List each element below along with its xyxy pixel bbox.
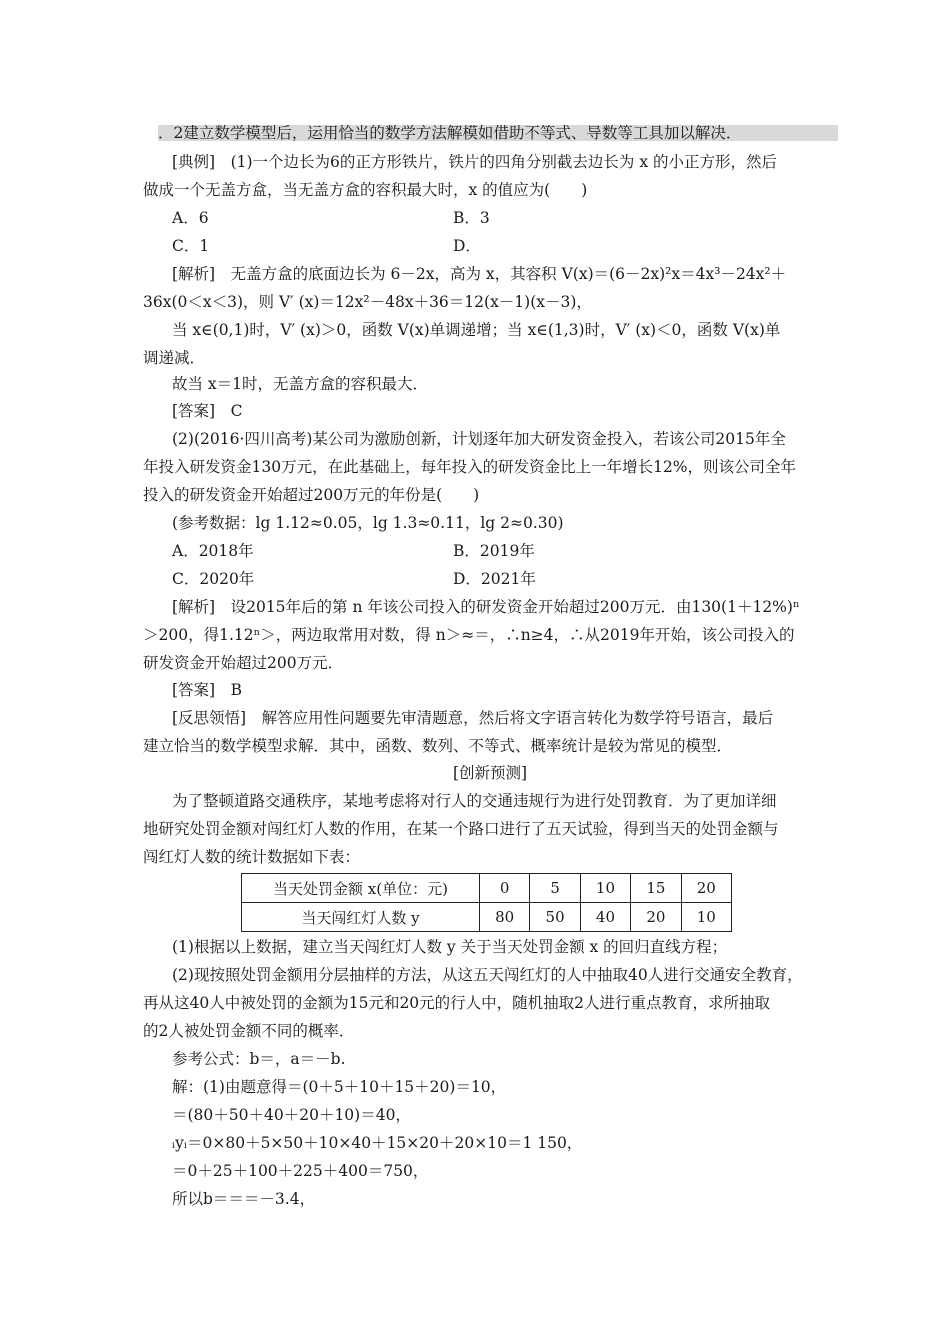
- text-line: (2)(2016·四川高考)某公司为激励创新，计划逐年加大研发资金投入，若该公司2015年全: [172, 430, 786, 448]
- table-cell: 20: [631, 903, 681, 932]
- table-row: [242, 903, 732, 932]
- answer-line: [答案] C: [172, 402, 243, 420]
- table-cell: 80: [480, 903, 530, 932]
- option-c: C．2020年: [172, 570, 255, 588]
- text-line: 调递减．: [143, 349, 206, 367]
- table-cell: 50: [530, 903, 580, 932]
- table-row: [242, 874, 732, 903]
- option-a: A．6: [172, 209, 209, 227]
- text-line: 年投入研发资金130万元，在此基础上，每年投入的研发资金比上一年增长12%，则该公司全年: [143, 458, 797, 476]
- text-line: 36x(0＜x＜3)，则 V′ (x)＝12x²－48x＋36＝12(x－1)(x－3)，: [143, 293, 592, 311]
- analysis-line: [解析] 无盖方盒的底面边长为 6－2x，高为 x，其容积 V(x)＝(6－2x)²x＝4x³－24x²＋: [172, 265, 787, 283]
- text-line: 做成一个无盖方盒，当无盖方盒的容积最大时，x 的值应为( ): [143, 181, 588, 199]
- text-line: 当 x∈(0,1)时，V′ (x)＞0，函数 V(x)单调递增；当 x∈(1,3)时，V′ (x)＜0，函数 V(x)单: [172, 321, 781, 339]
- question-line: (1)根据以上数据，建立当天闯红灯人数 y 关于当天处罚金额 x 的回归直线方程；: [172, 938, 728, 956]
- table-cell: 40: [580, 903, 630, 932]
- table-cell: 20: [681, 874, 731, 903]
- answer-line: [答案] B: [172, 681, 242, 699]
- question-line: (2)现按照处罚金额用分层抽样的方法，从这五天闯红灯的人中抽取40人进行交通安全教育，: [172, 966, 803, 984]
- text-line: 故当 x＝1时，无盖方盒的容积最大．: [172, 375, 429, 393]
- formula-line: 参考公式：b＝，a＝－b.: [172, 1050, 346, 1068]
- analysis-line: [解析] 设2015年后的第 n 年该公司投入的研发资金开始超过200万元．由130(1＋12%)ⁿ: [172, 598, 800, 616]
- reflection-line: [反思领悟] 解答应用性问题要先审清题意，然后将文字语言转化为数学符号语言，最后: [172, 709, 774, 727]
- table-row-header: 当天处罚金额 x(单位：元): [242, 874, 480, 903]
- table-cell: 5: [530, 874, 580, 903]
- solution-line: ᵢyᵢ＝0×80＋5×50＋10×40＋15×20＋20×10＝1 150，: [172, 1134, 583, 1152]
- option-d: D．2021年: [453, 570, 536, 588]
- reference-data: (参考数据：lg 1.12≈0.05，lg 1.3≈0.11，lg 2≈0.30): [172, 514, 564, 532]
- text-line: 再从这40人中被处罚的金额为15元和20元的行人中，随机抽取2人进行重点教育，求所抽取: [143, 994, 771, 1012]
- solution-line: 解：(1)由题意得＝(0＋5＋10＋15＋20)＝10，: [172, 1078, 507, 1096]
- example-heading: [典例] (1)一个边长为6的正方形铁片，铁片的四角分别截去边长为 x 的小正方形，然后: [172, 153, 778, 171]
- text-line: 闯红灯人数的统计数据如下表：: [143, 848, 361, 866]
- data-table: [241, 873, 732, 932]
- text-line: 为了整顿道路交通秩序，某地考虑将对行人的交通违规行为进行处罚教育．为了更加详细: [172, 792, 777, 810]
- text-line: 研发资金开始超过200万元．: [143, 654, 344, 672]
- solution-line: ＝0＋25＋100＋225＋400＝750，: [172, 1162, 429, 1180]
- option-d: D．: [453, 237, 481, 255]
- table-row-header: 当天闯红灯人数 y: [242, 903, 480, 932]
- option-b: B．3: [453, 209, 490, 227]
- text-line: ＞200，得1.12ⁿ＞，两边取常用对数，得 n＞≈＝，∴n≥4，∴从2019年开始，该公司投入的: [143, 626, 795, 644]
- section-heading: [创新预测]: [452, 764, 528, 782]
- option-b: B．2019年: [453, 542, 535, 560]
- solution-line: ＝(80＋50＋40＋20＋10)＝40，: [172, 1106, 411, 1124]
- table-cell: 10: [681, 903, 731, 932]
- text-line: 投入的研发资金开始超过200万元的年份是( ): [143, 486, 480, 504]
- table-cell: 10: [580, 874, 630, 903]
- option-a: A．2018年: [172, 542, 254, 560]
- solution-line: 所以b＝＝＝－3.4，: [172, 1190, 316, 1208]
- table-cell: 0: [480, 874, 530, 903]
- option-c: C．1: [172, 237, 210, 255]
- text-line: 地研究处罚金额对闯红灯人数的作用，在某一个路口进行了五天试验，得到当天的处罚金额与: [143, 820, 779, 838]
- table-cell: 15: [631, 874, 681, 903]
- text-line: 的2人被处罚金额不同的概率．: [143, 1022, 355, 1040]
- text-line: 建立恰当的数学模型求解．其中，函数、数列、不等式、概率统计是较为常见的模型．: [143, 737, 733, 755]
- text-line: ．2建立数学模型后，运用恰当的数学方法解模如借助不等式、导数等工具加以解决．: [158, 124, 742, 142]
